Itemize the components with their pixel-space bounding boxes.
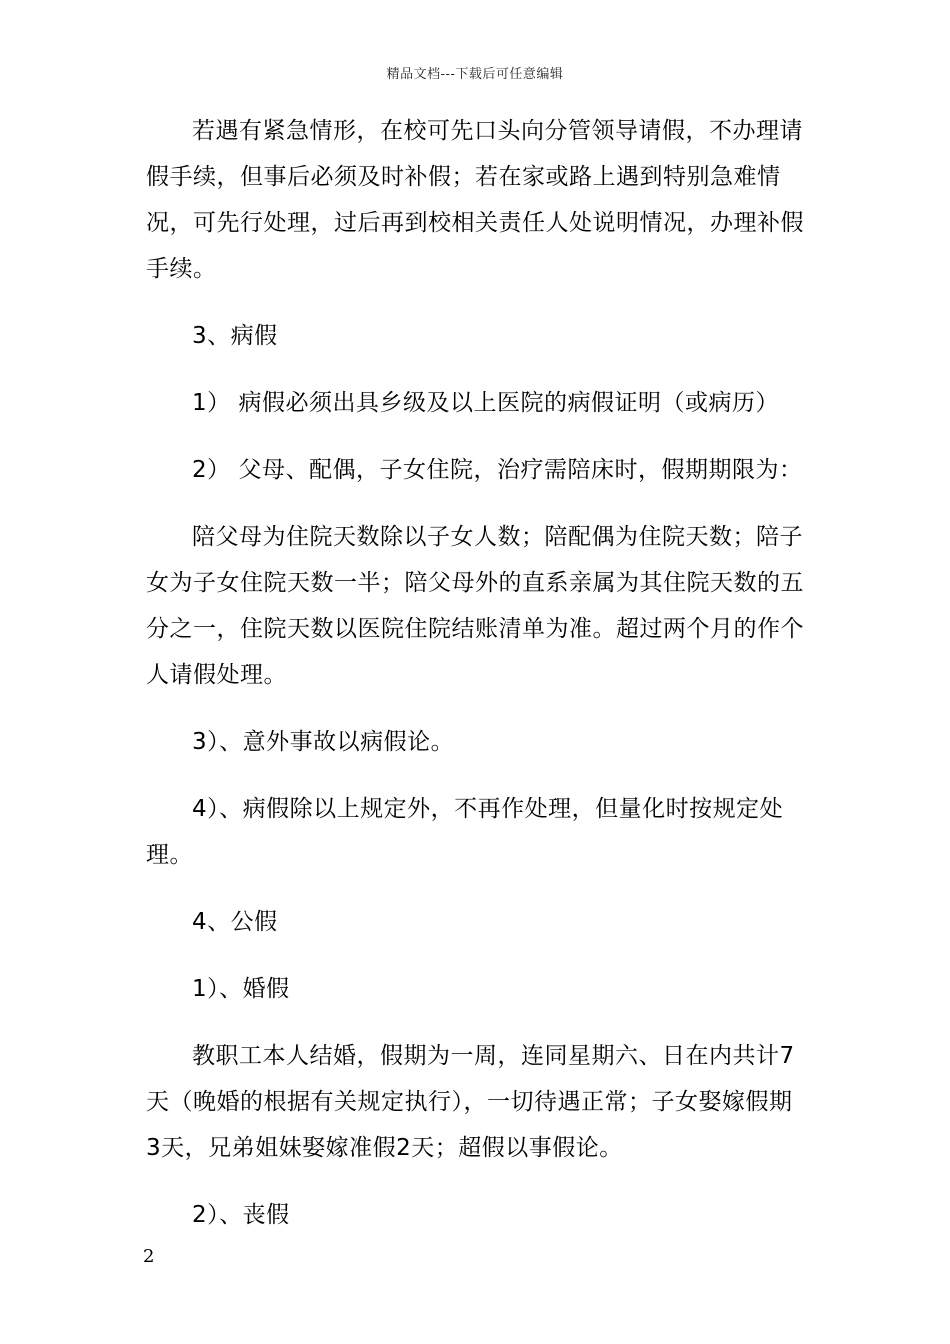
document-body — [146, 108, 806, 1238]
page-header: 精品文档---下载后可任意编辑 — [386, 67, 564, 82]
paragraph-emergency-leave: 若遇有紧急情形，在校可先口头向分管领导请假，不办理请假手续，但事后必须及时补假；若在家或路上遇到特别急难情况，可先行处理，过后再到校相关责任人处说明情况，办理补假手续。 — [146, 118, 804, 282]
page-number: 2 — [143, 1246, 155, 1267]
sick-leave-item-4: 4）、病假除以上规定外，不再作处理，但量化时按规定处理。 — [146, 796, 784, 868]
sick-leave-item-3: 3）、意外事故以病假论。 — [192, 729, 455, 755]
sick-leave-item-2: 2） 父母、配偶，子女住院，治疗需陪床时，假期期限为： — [192, 457, 803, 483]
paragraph-accompany-hospital: 陪父母为住院天数除以子女人数；陪配偶为住院天数；陪子女为子女住院天数一半；陪父母外的直系亲属为其住院天数的五分之一，住院天数以医院住院结账清单为准。超过两个月的作个人请假处理。 — [146, 524, 804, 688]
sick-leave-item-1: 1） 病假必须出具乡级及以上医院的病假证明（或病历） — [192, 390, 779, 416]
section-heading-public-leave: 4、公假 — [192, 909, 278, 935]
section-heading-sick-leave: 3、病假 — [192, 323, 278, 349]
public-leave-item-marriage: 1）、婚假 — [192, 976, 290, 1002]
public-leave-item-funeral: 2）、丧假 — [192, 1202, 290, 1228]
paragraph-marriage-leave: 教职工本人结婚，假期为一周，连同星期六、日在内共计7天（晚婚的根据有关规定执行），一切待遇正常；子女娶嫁假期3天，兄弟姐妹娶嫁准假2天；超假以事假论。 — [146, 1043, 795, 1161]
